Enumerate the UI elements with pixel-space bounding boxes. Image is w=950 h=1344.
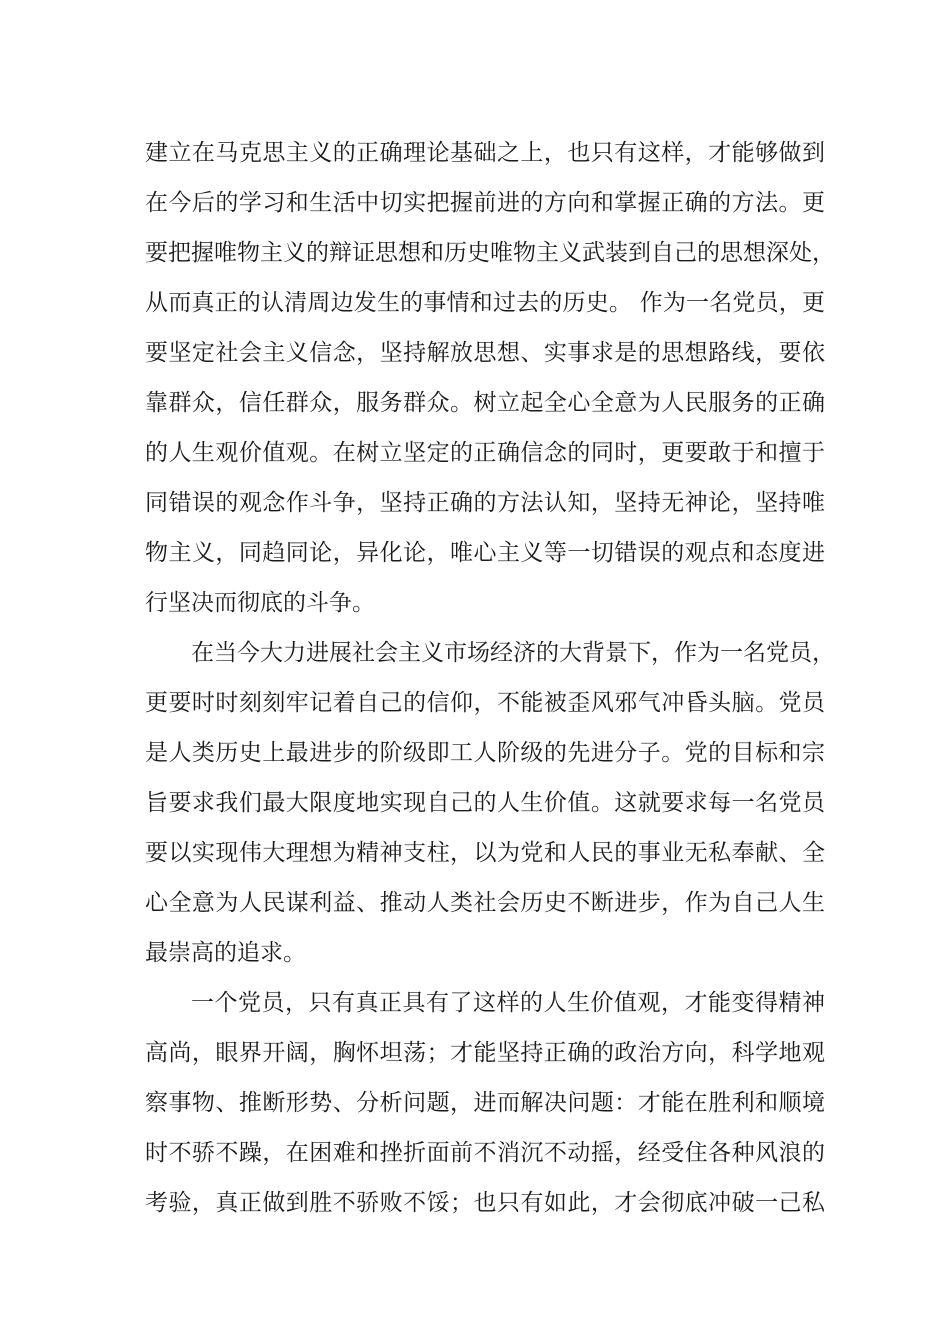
text-line: 建立在马克思主义的正确理论基础之上，也只有这样，才能够做到 xyxy=(145,140,825,166)
text-line: 旨要求我们最大限度地实现自己的人生价值。这就要求每一名党员 xyxy=(145,790,825,816)
paragraph-first-line: 一个党员，只有真正具有了这样的人生价值观，才能变得精神 xyxy=(191,990,825,1016)
text-line: 高尚，眼界开阔，胸怀坦荡；才能坚持正确的政治方向，科学地观 xyxy=(145,1040,825,1066)
text-line: 靠群众，信任群众，服务群众。树立起全心全意为人民服务的正确 xyxy=(145,390,825,416)
text-line: 的人生观价值观。在树立坚定的正确信念的同时，更要敢于和擅于 xyxy=(145,440,825,466)
text-line: 最崇高的追求。 xyxy=(145,940,306,966)
text-line: 时不骄不躁，在困难和挫折面前不消沉不动摇，经受住各种风浪的 xyxy=(145,1140,825,1166)
text-line: 同错误的观念作斗争，坚持正确的方法认知，坚持无神论，坚持唯 xyxy=(145,490,825,516)
text-line: 要坚定社会主义信念，坚持解放思想、实事求是的思想路线，要依 xyxy=(145,340,825,366)
text-line: 心全意为人民谋利益、推动人类社会历史不断进步，作为自己人生 xyxy=(145,890,825,916)
text-line: 从而真正的认清周边发生的事情和过去的历史。 作为一名党员，更 xyxy=(145,290,825,316)
text-line: 考验，真正做到胜不骄败不馁；也只有如此，才会彻底冲破一己私 xyxy=(145,1190,825,1216)
text-line: 物主义，同趋同论，异化论，唯心主义等一切错误的观点和态度进 xyxy=(145,540,825,566)
body-text xyxy=(145,128,835,1228)
paragraph-first-line: 在当今大力进展社会主义市场经济的大背景下，作为一名党员， xyxy=(191,640,835,666)
text-line: 察事物、推断形势、分析问题，进而解决问题：才能在胜利和顺境 xyxy=(145,1090,825,1116)
text-line: 在今后的学习和生活中切实把握前进的方向和掌握正确的方法。更 xyxy=(145,190,825,216)
text-line: 更要时时刻刻牢记着自己的信仰，不能被歪风邪气冲昏头脑。党员 xyxy=(145,690,825,716)
text-line: 是人类历史上最进步的阶级即工人阶级的先进分子。党的目标和宗 xyxy=(145,740,825,766)
text-line: 要以实现伟大理想为精神支柱，以为党和人民的事业无私奉献、全 xyxy=(145,840,825,866)
text-line: 行坚决而彻底的斗争。 xyxy=(145,590,375,616)
text-line: 要把握唯物主义的辩证思想和历史唯物主义武装到自己的思想深处， xyxy=(145,240,835,266)
